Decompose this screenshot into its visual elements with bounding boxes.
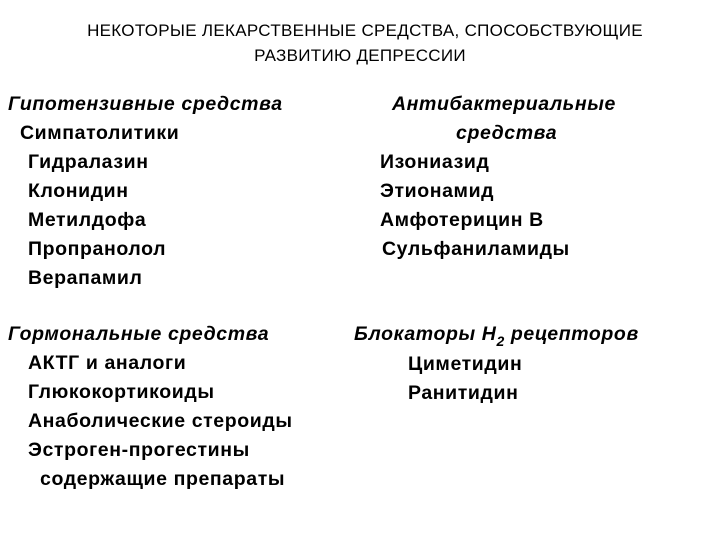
hormonal-item: АКТГ и аналоги	[28, 352, 187, 374]
antibacterial-item: Этионамид	[380, 180, 495, 202]
hormonal-item: Глюкокортикоиды	[28, 381, 215, 403]
h2-blockers-item: Циметидин	[408, 353, 523, 375]
hypotensive-group	[8, 90, 283, 293]
hypotensive-item: Верапамил	[28, 267, 143, 289]
hormonal-group	[8, 320, 293, 494]
antibacterial-group	[380, 90, 616, 264]
title-line-1: НЕКОТОРЫЕ ЛЕКАРСТВЕННЫЕ СРЕДСТВА, СПОСОБСТВУЮЩИЕ	[87, 21, 643, 40]
hypotensive-item: Метилдофа	[28, 209, 147, 231]
title-line-2: РАЗВИТИЮ ДЕПРЕССИИ	[254, 46, 466, 65]
hypotensive-item: Клонидин	[28, 180, 129, 202]
h2-blockers-item: Ранитидин	[408, 382, 519, 404]
hormonal-item: Анаболические стероиды	[28, 410, 293, 432]
antibacterial-item: Сульфаниламиды	[382, 238, 570, 260]
h2-heading-prefix: Блокаторы Н	[354, 323, 497, 345]
h2-heading-suffix: рецепторов	[504, 323, 639, 345]
hypotensive-item: Гидралазин	[28, 151, 149, 173]
hypotensive-item: Симпатолитики	[20, 122, 180, 144]
hormonal-heading: Гормональные средства	[8, 323, 270, 345]
h2-heading-subscript: 2	[496, 333, 505, 349]
antibacterial-item: Амфотерицин В	[380, 209, 544, 231]
antibacterial-item: Изониазид	[380, 151, 490, 173]
page-title	[0, 18, 720, 68]
hormonal-item: содержащие препараты	[40, 468, 286, 490]
antibacterial-heading-line-2: средства	[456, 122, 558, 144]
hypotensive-item: Пропранолол	[28, 238, 167, 260]
h2-blockers-group	[354, 320, 639, 408]
hypotensive-heading: Гипотензивные средства	[8, 93, 283, 115]
h2-blockers-heading	[354, 320, 639, 350]
hormonal-item: Эстроген-прогестины	[28, 439, 250, 461]
antibacterial-heading-line-1: Антибактериальные	[392, 93, 616, 115]
